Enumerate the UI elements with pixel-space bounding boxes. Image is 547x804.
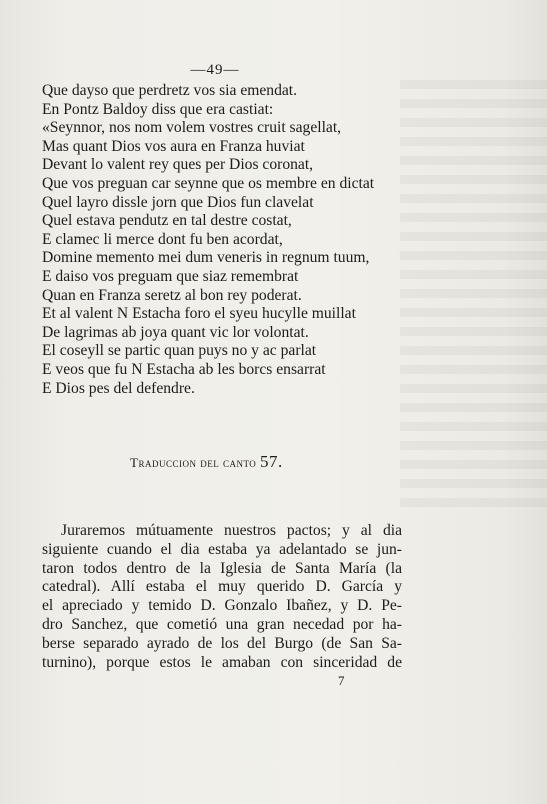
verse-line: El coseyll se partic quan puys no y ac parlat (42, 342, 317, 360)
verse-line: Que vos preguan car seynne que os membre en dictat (42, 174, 375, 192)
verse-line: E daiso vos preguam que siaz remembrat (42, 267, 299, 285)
prose-line: taron todos dentro de la Iglesia de Santa María (la (42, 559, 402, 577)
verse-line: E clamec li merce dont fu ben acordat, (42, 230, 283, 248)
verse-line: Quel layro dissle jorn que Dios fun clavelat (42, 193, 314, 211)
verse-line: Mas quant Dios vos aura en Franza huviat (42, 137, 305, 155)
section-heading (130, 452, 430, 472)
verse-line: En Pontz Baldoy diss que era castiat: (42, 100, 274, 118)
show-through-text (400, 80, 547, 510)
verse-line: De lagrimas ab joya quant vic lor volontat. (42, 323, 309, 341)
prose-block (42, 522, 402, 672)
verse-block (42, 82, 412, 398)
section-number: 57. (260, 452, 283, 471)
verse-line: Et al valent N Estacha foro el syeu hucylle muillat (42, 305, 356, 323)
verse-line: «Seynnor, nos nom volem vostres cruit sagellat, (42, 119, 342, 137)
section-title-text: Traduccion del canto (130, 455, 257, 470)
verse-line: Quan en Franza seretz al bon rey poderat. (42, 286, 302, 304)
prose-line: catedral). Allí estaba el muy querido D. García y (42, 578, 402, 596)
prose-line: Juraremos mútuamente nuestros pactos; y al dia (61, 522, 402, 539)
verse-line: Devant lo valent rey ques per Dios coronat, (42, 156, 314, 174)
verse-line: E veos que fu N Estacha ab les borcs ensarrat (42, 360, 326, 378)
prose-line: siguiente cuando el dia estaba ya adelantado se jun- (42, 540, 402, 558)
prose-line: berse separado ayrado de los del Burgo (de San Sa- (42, 634, 402, 652)
prose-line: dro Sanchez, que cometió una gran necedad por ha- (42, 615, 402, 633)
prose-line: turnino), porque estos le amaban con sinceridad de (42, 653, 402, 671)
signature-mark: 7 (338, 673, 345, 688)
page-number: —49— (190, 62, 240, 78)
verse-line: Que dayso que perdretz vos sia emendat. (42, 82, 298, 99)
verse-line: Domine memento mei dum veneris in regnum tuum, (42, 249, 370, 267)
verse-line: E Dios pes del defendre. (42, 379, 195, 397)
verse-line: Quel estava pendutz en tal destre costat, (42, 212, 292, 230)
prose-line: el apreciado y temido D. Gonzalo Ibañez, y D. Pe- (42, 597, 402, 615)
